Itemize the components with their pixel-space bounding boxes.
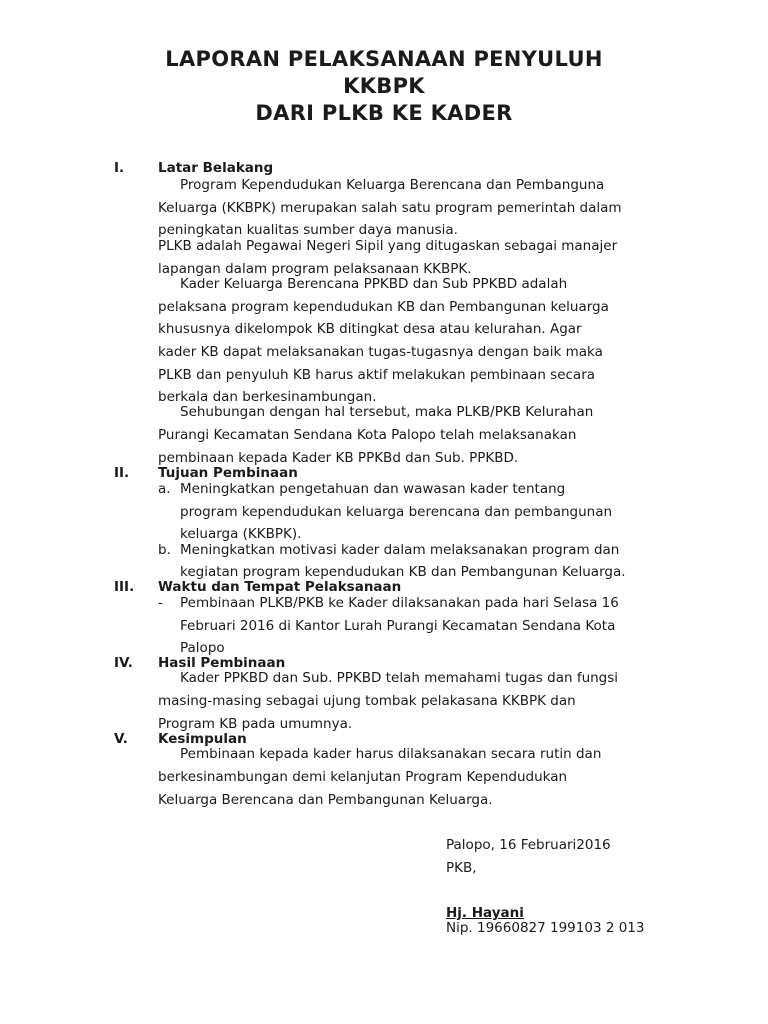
paragraph-line: PLKB dan penyuluh KB harus aktif melakukan pembinaan secara: [158, 367, 596, 383]
section-heading: Latar Belakang: [158, 160, 274, 176]
title-line-3: DARI PLKB KE KADER: [255, 101, 513, 125]
list-item-line: Pembinaan PLKB/PKB ke Kader dilaksanakan pada hari Selasa 16: [180, 595, 619, 611]
section-heading: Tujuan Pembinaan: [158, 465, 298, 481]
paragraph-line: berkala dan berkesinambungan.: [158, 389, 377, 405]
list-item-line: Meningkatkan pengetahuan dan wawasan kader tentang: [180, 481, 566, 497]
paragraph-line: PLKB adalah Pegawai Negeri Sipil yang ditugaskan sebagai manajer: [158, 238, 618, 254]
paragraph-line: berkesinambungan demi kelanjutan Program Kependudukan: [158, 769, 568, 785]
paragraph-line: Kader Keluarga Berencana PPKBD dan Sub PPKBD adalah: [180, 276, 568, 292]
signature-place-date: Palopo, 16 Februari2016: [446, 837, 611, 853]
list-marker: -: [158, 595, 163, 611]
list-item-line: kegiatan program kependudukan KB dan Pembangunan Keluarga.: [180, 564, 626, 580]
paragraph-line: Purangi Kecamatan Sendana Kota Palopo telah melaksanakan: [158, 427, 577, 443]
paragraph-line: Program Kependudukan Keluarga Berencana dan Pembanguna: [180, 177, 605, 193]
paragraph-line: Pembinaan kepada kader harus dilaksanakan secara rutin dan: [180, 746, 602, 762]
section-number: III.: [114, 579, 135, 595]
section-number: V.: [114, 731, 128, 747]
signature-name: Hj. Hayani: [446, 905, 524, 921]
section-heading: Kesimpulan: [158, 731, 247, 747]
paragraph-line: Keluarga (KKBPK) merupakan salah satu program pemerintah dalam: [158, 200, 622, 216]
list-marker: a.: [158, 481, 171, 497]
list-item-line: keluarga (KKBPK).: [180, 526, 302, 542]
section-number: II.: [114, 465, 130, 481]
paragraph-line: kader KB dapat melaksanakan tugas-tugasnya dengan baik maka: [158, 344, 603, 360]
signature-role: PKB,: [446, 860, 477, 876]
list-item-line: Meningkatkan motivasi kader dalam melaksanakan program dan: [180, 542, 620, 558]
paragraph-line: Kader PPKBD dan Sub. PPKBD telah memahami tugas dan fungsi: [180, 670, 619, 686]
paragraph-line: peningkatan kualitas sumber daya manusia.: [158, 222, 458, 238]
list-item-line: Februari 2016 di Kantor Lurah Purangi Kecamatan Sendana Kota: [180, 618, 616, 634]
section-number: IV.: [114, 655, 133, 671]
section-heading: Waktu dan Tempat Pelaksanaan: [158, 579, 402, 595]
paragraph-line: pelaksana program kependudukan KB dan Pembangunan keluarga: [158, 299, 609, 315]
paragraph-line: Program KB pada umumnya.: [158, 716, 353, 732]
section-heading: Hasil Pembinaan: [158, 655, 286, 671]
signature-nip: Nip. 19660827 199103 2 013: [446, 920, 645, 936]
list-item-line: Palopo: [180, 640, 225, 656]
title-line-2: KKBPK: [343, 74, 425, 98]
paragraph-line: lapangan dalam program pelaksanaan KKBPK.: [158, 261, 472, 277]
paragraph-line: masing-masing sebagai ujung tombak pelakasana KKBPK dan: [158, 693, 576, 709]
paragraph-line: Keluarga Berencana dan Pembangunan Keluarga.: [158, 792, 493, 808]
paragraph-line: pembinaan kepada Kader KB PPKBd dan Sub. PPKBD.: [158, 450, 519, 466]
paragraph-line: khususnya dikelompok KB ditingkat desa atau kelurahan. Agar: [158, 321, 582, 337]
section-number: I.: [114, 160, 125, 176]
title-line-1: LAPORAN PELAKSANAAN PENYULUH: [165, 47, 603, 71]
list-marker: b.: [158, 542, 171, 558]
paragraph-line: Sehubungan dengan hal tersebut, maka PLKB/PKB Kelurahan: [180, 404, 594, 420]
list-item-line: program kependudukan keluarga berencana dan pembangunan: [180, 504, 613, 520]
report-title: [0, 46, 768, 127]
